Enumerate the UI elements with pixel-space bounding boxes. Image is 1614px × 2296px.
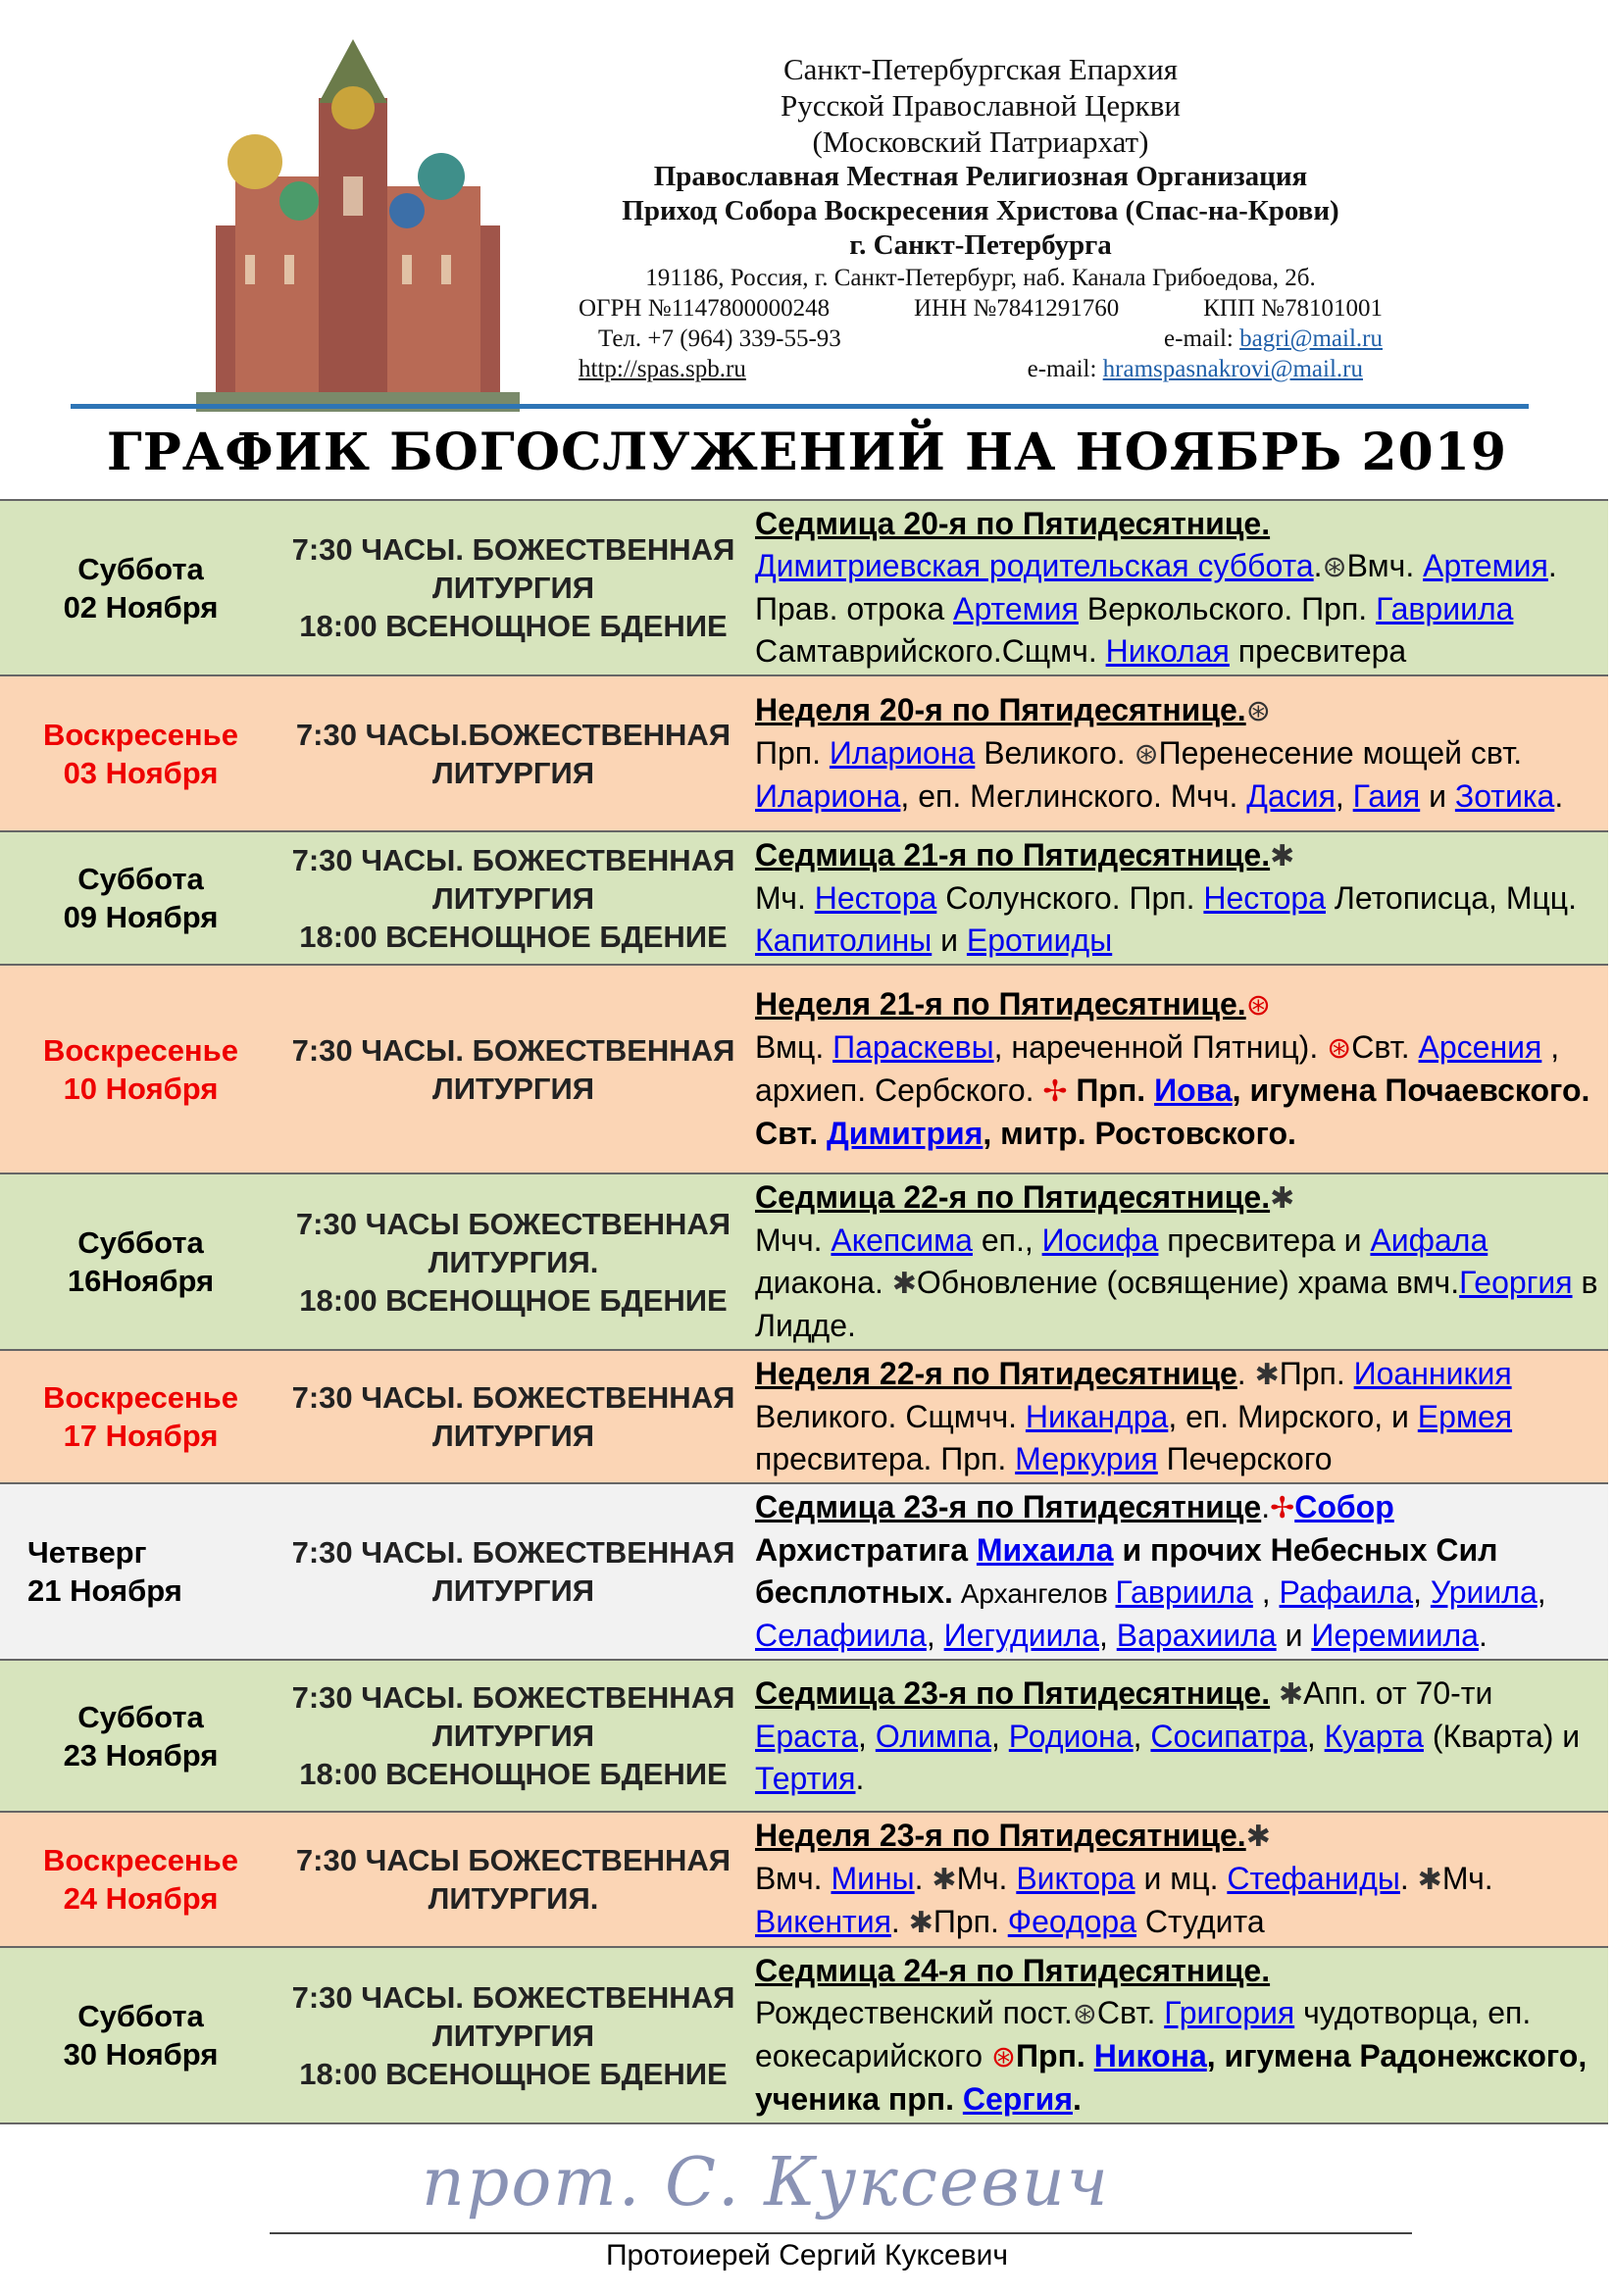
services-cell bbox=[281, 1660, 745, 1812]
feast-text: Великого. bbox=[975, 735, 1135, 771]
service-line: ЛИТУРГИЯ bbox=[431, 1071, 595, 1106]
patriarchate-line: (Московский Патриархат) bbox=[812, 125, 1149, 159]
page-title: ГРАФИК БОГОСЛУЖЕНИЙ НА НОЯБРЬ 2019 bbox=[106, 423, 1508, 482]
saint-link[interactable]: Гаия bbox=[1352, 778, 1421, 814]
signature-handwriting: прот. С. Куксевич bbox=[422, 2144, 1110, 2221]
ogrn: ОГРН №1147800000248 bbox=[579, 295, 831, 322]
feast-text: , bbox=[1413, 1574, 1431, 1610]
signature-line bbox=[270, 2232, 1412, 2234]
saint-link[interactable]: Иоанникия bbox=[1353, 1356, 1512, 1391]
feast-text: Веркольского. Прп. bbox=[1078, 591, 1377, 626]
feast-text: Вмч. bbox=[1346, 548, 1424, 583]
email-link-1[interactable]: bagri@mail.ru bbox=[1239, 325, 1383, 352]
saint-link[interactable]: Артемия bbox=[953, 591, 1079, 626]
feast-text: Вмч. bbox=[755, 1861, 832, 1896]
date-cell bbox=[0, 1947, 281, 2123]
asterisk-feast-icon: ✱ bbox=[1278, 1677, 1304, 1711]
feast-text: Свт. bbox=[1351, 1029, 1419, 1065]
feast-text: Вмц. bbox=[755, 1029, 833, 1065]
service-line: 7:30 ЧАСЫ БОЖЕСТВЕННАЯ bbox=[295, 1843, 731, 1877]
asterisk-feast-icon: ✱ bbox=[1417, 1864, 1442, 1896]
feast-cell bbox=[745, 1173, 1608, 1350]
saint-link[interactable]: Селафиила bbox=[755, 1618, 927, 1653]
feast-cell bbox=[745, 1660, 1608, 1812]
website-link[interactable]: http://spas.spb.ru bbox=[579, 356, 746, 382]
saint-link[interactable]: Варахиила bbox=[1116, 1618, 1277, 1653]
week-title: Седмица 21-я по Пятидесятнице. bbox=[755, 837, 1271, 873]
feast-text: , bbox=[1252, 1574, 1280, 1610]
feast-text: и bbox=[1420, 778, 1455, 814]
feast-cell bbox=[745, 965, 1608, 1173]
feast-text: Летописца, Мцц. bbox=[1325, 880, 1578, 916]
saint-link[interactable]: Арсения bbox=[1418, 1029, 1542, 1065]
feast-text: , нареченной Пятниц). bbox=[993, 1029, 1328, 1065]
service-line: 18:00 ВСЕНОЩНОЕ БДЕНИЕ bbox=[299, 1757, 728, 1791]
weekday: Суббота bbox=[77, 1225, 204, 1260]
saint-link[interactable]: Акепсима bbox=[831, 1223, 973, 1258]
saint-link[interactable]: Михаила bbox=[976, 1532, 1114, 1568]
feast-text: . bbox=[1313, 548, 1323, 583]
saint-link[interactable]: Димитриевская родительская суббота bbox=[755, 548, 1314, 583]
weekday: Воскресенье bbox=[43, 1380, 238, 1415]
weekday: Суббота bbox=[77, 1699, 204, 1734]
date-cell bbox=[0, 1173, 281, 1350]
feast-text: . bbox=[1478, 1618, 1488, 1653]
service-line: 18:00 ВСЕНОЩНОЕ БДЕНИЕ bbox=[299, 2056, 728, 2091]
feast-text: . bbox=[914, 1861, 933, 1896]
feast-text: и bbox=[932, 923, 967, 958]
saint-link[interactable]: Виктора bbox=[1016, 1861, 1135, 1896]
schedule-row bbox=[0, 1947, 1608, 2123]
saint-link[interactable]: Уриила bbox=[1430, 1574, 1538, 1610]
schedule-row bbox=[0, 1350, 1608, 1483]
feast-cell bbox=[745, 831, 1608, 965]
feast-text: Прп. bbox=[1279, 1356, 1354, 1391]
feast-text: Солунского. Прп. bbox=[936, 880, 1204, 916]
saint-link[interactable]: Илариона bbox=[829, 735, 976, 771]
feast-text: , bbox=[858, 1718, 876, 1754]
feast-text: . Прав. отрока bbox=[755, 548, 1557, 626]
saint-link[interactable]: Георгия bbox=[1459, 1265, 1573, 1300]
asterisk-feast-icon: ✱ bbox=[1270, 1182, 1295, 1215]
feast-text: , bbox=[1537, 1574, 1546, 1610]
feast-text: . bbox=[1399, 1861, 1418, 1896]
feast-text: . bbox=[1554, 778, 1564, 814]
feast-text: , bbox=[1335, 778, 1353, 814]
saint-link[interactable]: Гавриила bbox=[1376, 591, 1514, 626]
weekday: Суббота bbox=[77, 551, 204, 586]
sun-feast-icon: ⊛ bbox=[1072, 1998, 1097, 2030]
weekday: Суббота bbox=[77, 862, 204, 896]
service-line: 7:30 ЧАСЫ. БОЖЕСТВЕННАЯ bbox=[291, 1380, 735, 1415]
week-title: Неделя 21-я по Пятидесятнице. bbox=[755, 986, 1246, 1022]
feast-text: и bbox=[1276, 1618, 1312, 1653]
schedule-table bbox=[0, 499, 1608, 2124]
schedule-row bbox=[0, 1812, 1608, 1947]
services-cell bbox=[281, 1350, 745, 1483]
feast-text: , архиеп. Сербского. bbox=[755, 1029, 1560, 1108]
feast-text: Прп. bbox=[1016, 2038, 1094, 2073]
week-title: Седмица 23-я по Пятидесятнице bbox=[755, 1489, 1262, 1524]
feast-text: Апп. от 70-ти bbox=[1303, 1674, 1493, 1711]
org-line: Православная Местная Религиозная Организация bbox=[653, 161, 1308, 192]
date: 30 Ноября bbox=[63, 2037, 219, 2071]
red-feast-icon: ⊛ bbox=[1327, 1032, 1352, 1065]
saint-link[interactable]: Тертия bbox=[755, 1760, 856, 1796]
city-line: г. Санкт-Петербурга bbox=[849, 229, 1112, 261]
feast-text: диакона. bbox=[755, 1265, 892, 1300]
saint-link[interactable]: Меркурия bbox=[1015, 1441, 1158, 1476]
weekday: Воскресенье bbox=[43, 717, 238, 752]
feast-text: в Лидде. bbox=[755, 1265, 1598, 1343]
service-line: ЛИТУРГИЯ bbox=[431, 2018, 595, 2053]
feast-text: Прп. bbox=[933, 1904, 1008, 1939]
services-cell bbox=[281, 965, 745, 1173]
cathedral-image bbox=[196, 29, 520, 412]
red-feast-icon: ⊛ bbox=[1245, 989, 1271, 1022]
feast-text: , митр. Ростовского. bbox=[983, 1116, 1296, 1151]
feast-text: , bbox=[1133, 1718, 1151, 1754]
saint-link[interactable]: Куарта bbox=[1324, 1718, 1424, 1754]
services-cell bbox=[281, 1173, 745, 1350]
signatory-name: Протоиерей Сергий Куксевич bbox=[605, 2239, 1009, 2271]
saint-link[interactable]: Илариона bbox=[755, 778, 901, 814]
saint-link[interactable]: Никона bbox=[1093, 2038, 1207, 2073]
feast-text: Студита bbox=[1136, 1904, 1265, 1939]
feast-cell bbox=[745, 500, 1608, 675]
service-line: 18:00 ВСЕНОЩНОЕ БДЕНИЕ bbox=[299, 1282, 728, 1318]
email-link-2[interactable]: hramspasnakrovi@mail.ru bbox=[1102, 356, 1363, 382]
service-line: 7:30 ЧАСЫ БОЖЕСТВЕННАЯ bbox=[295, 1206, 731, 1241]
feast-text: Свт. bbox=[1096, 1995, 1165, 2030]
service-line: ЛИТУРГИЯ. bbox=[428, 1881, 599, 1916]
saint-link[interactable]: Зотика bbox=[1454, 778, 1555, 814]
date-cell bbox=[0, 675, 281, 831]
services-cell bbox=[281, 1947, 745, 2123]
saint-link[interactable]: Николая bbox=[1105, 633, 1230, 669]
feast-text: . bbox=[855, 1760, 865, 1796]
feast-text: пресвитера. Прп. bbox=[755, 1441, 1016, 1476]
date-cell bbox=[0, 500, 281, 675]
feast-text: Великого. Сщмчч. bbox=[755, 1399, 1026, 1434]
feast-text: Архангелов bbox=[952, 1578, 1116, 1609]
service-line: 18:00 ВСЕНОЩНОЕ БДЕНИЕ bbox=[299, 919, 728, 954]
feast-text: Самтаврийского.Сщмч. bbox=[755, 633, 1106, 669]
saint-link[interactable]: Нестора bbox=[814, 880, 937, 916]
sun-feast-icon: ⊛ bbox=[1134, 738, 1159, 771]
week-title: Неделя 22-я по Пятидесятнице bbox=[755, 1356, 1237, 1391]
feast-text: , еп. Меглинского. Мчч. bbox=[900, 778, 1247, 814]
service-line: 18:00 ВСЕНОЩНОЕ БДЕНИЕ bbox=[299, 609, 728, 643]
sun-feast-icon: ⊛ bbox=[1245, 695, 1271, 727]
feast-text: , bbox=[1306, 1718, 1325, 1754]
service-line: 7:30 ЧАСЫ. БОЖЕСТВЕННАЯ bbox=[291, 532, 735, 567]
feast-text: чудотворца, еп. еокесарийского bbox=[755, 1995, 1532, 2073]
email-label: e-mail: bbox=[1164, 325, 1240, 352]
saint-link[interactable]: Иосифа bbox=[1041, 1223, 1159, 1258]
feast-text: , bbox=[926, 1618, 944, 1653]
asterisk-feast-icon: ✱ bbox=[1270, 840, 1295, 873]
services-cell bbox=[281, 831, 745, 965]
feast-cell bbox=[745, 675, 1608, 831]
saint-link[interactable]: Параскевы bbox=[832, 1029, 994, 1065]
date: 02 Ноября bbox=[63, 589, 219, 624]
date: 17 Ноября bbox=[63, 1419, 219, 1453]
feast-text: . bbox=[890, 1904, 909, 1939]
red-feast-icon: ⊛ bbox=[990, 2041, 1017, 2073]
feast-text: Обновление (освящение) храма вмч. bbox=[916, 1265, 1460, 1300]
asterisk-feast-icon: ✱ bbox=[908, 1907, 933, 1939]
asterisk-feast-icon: ✱ bbox=[932, 1864, 957, 1896]
saint-link[interactable]: Капитолины bbox=[755, 923, 933, 958]
inn: ИНН №7841291760 bbox=[913, 295, 1120, 322]
feast-text: еп., bbox=[972, 1223, 1042, 1258]
feast-text: , bbox=[1098, 1618, 1117, 1653]
weekday: Четверг bbox=[27, 1535, 147, 1570]
cross-feast-icon: ✢ bbox=[1042, 1075, 1068, 1108]
saint-link[interactable]: Аифала bbox=[1370, 1223, 1488, 1258]
date: 24 Ноября bbox=[63, 1881, 219, 1916]
services-cell bbox=[281, 1483, 745, 1660]
feast-text: Мчч. bbox=[755, 1223, 832, 1258]
date: 21 Ноября bbox=[27, 1573, 182, 1608]
week-title: Неделя 20-я по Пятидесятнице. bbox=[755, 692, 1246, 727]
schedule-row bbox=[0, 675, 1608, 831]
header-divider bbox=[71, 404, 1529, 409]
weekday: Воскресенье bbox=[43, 1032, 238, 1068]
date-cell bbox=[0, 1350, 281, 1483]
saint-link[interactable]: Еротииды bbox=[966, 923, 1113, 958]
kpp: КПП №78101001 bbox=[1203, 295, 1383, 322]
saint-link[interactable]: Димитрия bbox=[827, 1116, 984, 1151]
service-line: 7:30 ЧАСЫ. БОЖЕСТВЕННАЯ bbox=[291, 1535, 735, 1570]
saint-link[interactable]: Григория bbox=[1164, 1995, 1295, 2030]
schedule-row bbox=[0, 500, 1608, 675]
saint-link[interactable]: Артемия bbox=[1423, 548, 1548, 583]
feast-text: , bbox=[991, 1718, 1009, 1754]
saint-link[interactable]: Стефаниды bbox=[1227, 1861, 1400, 1896]
saint-link[interactable]: Сергия bbox=[962, 2081, 1073, 2117]
feast-text: пресвитера bbox=[1229, 633, 1407, 669]
services-cell bbox=[281, 1812, 745, 1947]
feast-cell bbox=[745, 1350, 1608, 1483]
service-line: 7:30 ЧАСЫ. БОЖЕСТВЕННАЯ bbox=[291, 1680, 735, 1715]
saint-link[interactable]: Дасия bbox=[1246, 778, 1336, 814]
feast-text: (Кварта) и bbox=[1423, 1718, 1581, 1754]
date: 23 Ноября bbox=[63, 1737, 219, 1772]
schedule-row bbox=[0, 831, 1608, 965]
sun-feast-icon: ⊛ bbox=[1322, 551, 1347, 583]
feast-text: Мч. bbox=[1441, 1861, 1493, 1896]
feast-text: Мч. bbox=[956, 1861, 1017, 1896]
week-title: Седмица 23-я по Пятидесятнице. bbox=[755, 1674, 1271, 1711]
date: 03 Ноября bbox=[63, 755, 219, 790]
saint-link[interactable]: Никандра bbox=[1025, 1399, 1169, 1434]
email-label: e-mail: bbox=[1027, 356, 1103, 382]
service-line: ЛИТУРГИЯ bbox=[431, 880, 595, 916]
date-cell bbox=[0, 1483, 281, 1660]
saint-link[interactable]: Викентия bbox=[755, 1904, 891, 1939]
service-line: 7:30 ЧАСЫ.БОЖЕСТВЕННАЯ bbox=[295, 717, 731, 752]
feast-text: Архистратига bbox=[755, 1532, 977, 1568]
feast-cell bbox=[745, 1812, 1608, 1947]
week-title: Седмица 20-я по Пятидесятнице. bbox=[755, 506, 1271, 541]
feast-text: и мц. bbox=[1135, 1861, 1228, 1896]
saint-link[interactable]: Собор bbox=[1294, 1489, 1394, 1524]
feast-cell bbox=[745, 1947, 1608, 2123]
saint-link[interactable]: Феодора bbox=[1007, 1904, 1137, 1939]
date: 10 Ноября bbox=[63, 1071, 219, 1106]
service-line: ЛИТУРГИЯ bbox=[431, 755, 595, 790]
feast-text: , еп. Мирского, и bbox=[1168, 1399, 1418, 1434]
weekday: Воскресенье bbox=[43, 1843, 238, 1877]
feast-text bbox=[1270, 1675, 1279, 1711]
saint-link[interactable]: Ермея bbox=[1417, 1399, 1513, 1434]
saint-link[interactable]: Рафаила bbox=[1279, 1574, 1414, 1610]
saint-link[interactable]: Сосипатра bbox=[1150, 1718, 1307, 1754]
saint-link[interactable]: Нестора bbox=[1203, 880, 1326, 916]
cross-feast-icon: ✢ bbox=[1270, 1492, 1295, 1524]
saint-link[interactable]: Иегудиила bbox=[943, 1618, 1099, 1653]
asterisk-feast-icon: ✱ bbox=[891, 1268, 917, 1300]
service-line: 7:30 ЧАСЫ. БОЖЕСТВЕННАЯ bbox=[291, 1979, 735, 2015]
saint-link[interactable]: Ераста bbox=[755, 1718, 859, 1754]
date-cell bbox=[0, 965, 281, 1173]
saint-link[interactable]: Мины bbox=[831, 1861, 915, 1896]
feast-text: , игумена Радонежского, ученика прп. bbox=[755, 2038, 1588, 2117]
schedule-row bbox=[0, 1173, 1608, 1350]
service-line: ЛИТУРГИЯ bbox=[431, 571, 595, 605]
feast-text: . bbox=[1072, 2081, 1082, 2117]
date-cell bbox=[0, 1812, 281, 1947]
feast-cell bbox=[745, 1483, 1608, 1660]
address: 191186, Россия, г. Санкт-Петербург, наб. Канала Грибоедова, 2б. bbox=[645, 265, 1316, 291]
church-line: Русской Православной Церкви bbox=[781, 88, 1181, 123]
service-line: ЛИТУРГИЯ bbox=[431, 1719, 595, 1753]
weekday: Суббота bbox=[77, 1999, 204, 2033]
feast-text: Перенесение мощей свт. bbox=[1158, 735, 1523, 771]
diocese-line: Санкт-Петербургская Епархия bbox=[782, 52, 1179, 86]
service-line: ЛИТУРГИЯ. bbox=[428, 1244, 599, 1279]
feast-text: Прп. bbox=[755, 735, 830, 771]
saint-link[interactable]: Родиона bbox=[1008, 1718, 1134, 1754]
saint-link[interactable]: Иова bbox=[1154, 1073, 1233, 1108]
service-line: 7:30 ЧАСЫ. БОЖЕСТВЕННАЯ bbox=[291, 842, 735, 877]
date: 16Ноября bbox=[67, 1264, 215, 1298]
week-title: Седмица 24-я по Пятидесятнице. bbox=[755, 1953, 1271, 1988]
date-cell bbox=[0, 831, 281, 965]
feast-text: Печерского bbox=[1157, 1441, 1333, 1476]
service-line: 7:30 ЧАСЫ. БОЖЕСТВЕННАЯ bbox=[291, 1032, 735, 1068]
saint-link[interactable]: Олимпа bbox=[875, 1718, 992, 1754]
schedule-row bbox=[0, 1483, 1608, 1660]
asterisk-feast-icon: ✱ bbox=[1254, 1359, 1280, 1391]
schedule-row bbox=[0, 965, 1608, 1173]
schedule-row bbox=[0, 1660, 1608, 1812]
feast-text: Мч. bbox=[755, 880, 815, 916]
feast-text: Прп. bbox=[1067, 1073, 1155, 1108]
date: 09 Ноября bbox=[63, 900, 219, 934]
asterisk-feast-icon: ✱ bbox=[1245, 1821, 1271, 1853]
services-cell bbox=[281, 500, 745, 675]
phone: Тел. +7 (964) 339-55-93 bbox=[598, 325, 841, 352]
week-title: Седмица 22-я по Пятидесятнице. bbox=[755, 1179, 1271, 1215]
date-cell bbox=[0, 1660, 281, 1812]
feast-text: Рождественский пост. bbox=[755, 1995, 1073, 2030]
feast-text: . bbox=[1236, 1356, 1255, 1391]
saint-link[interactable]: Иеремиила bbox=[1311, 1618, 1479, 1653]
parish-line: Приход Собора Воскресения Христова (Спас-на-Крови) bbox=[622, 195, 1339, 226]
services-cell bbox=[281, 675, 745, 831]
service-line: ЛИТУРГИЯ bbox=[431, 1419, 595, 1453]
saint-link[interactable]: Гавриила bbox=[1115, 1574, 1253, 1610]
feast-text: и прочих Небесных Сил бесплотных. bbox=[755, 1532, 1498, 1610]
service-line: ЛИТУРГИЯ bbox=[431, 1573, 595, 1608]
feast-text: . bbox=[1261, 1489, 1271, 1524]
feast-text: , игумена Почаевского. Свт. bbox=[755, 1073, 1590, 1151]
week-title: Неделя 23-я по Пятидесятнице. bbox=[755, 1818, 1246, 1853]
parish-header bbox=[569, 51, 1392, 384]
feast-text: пресвитера и bbox=[1158, 1223, 1371, 1258]
